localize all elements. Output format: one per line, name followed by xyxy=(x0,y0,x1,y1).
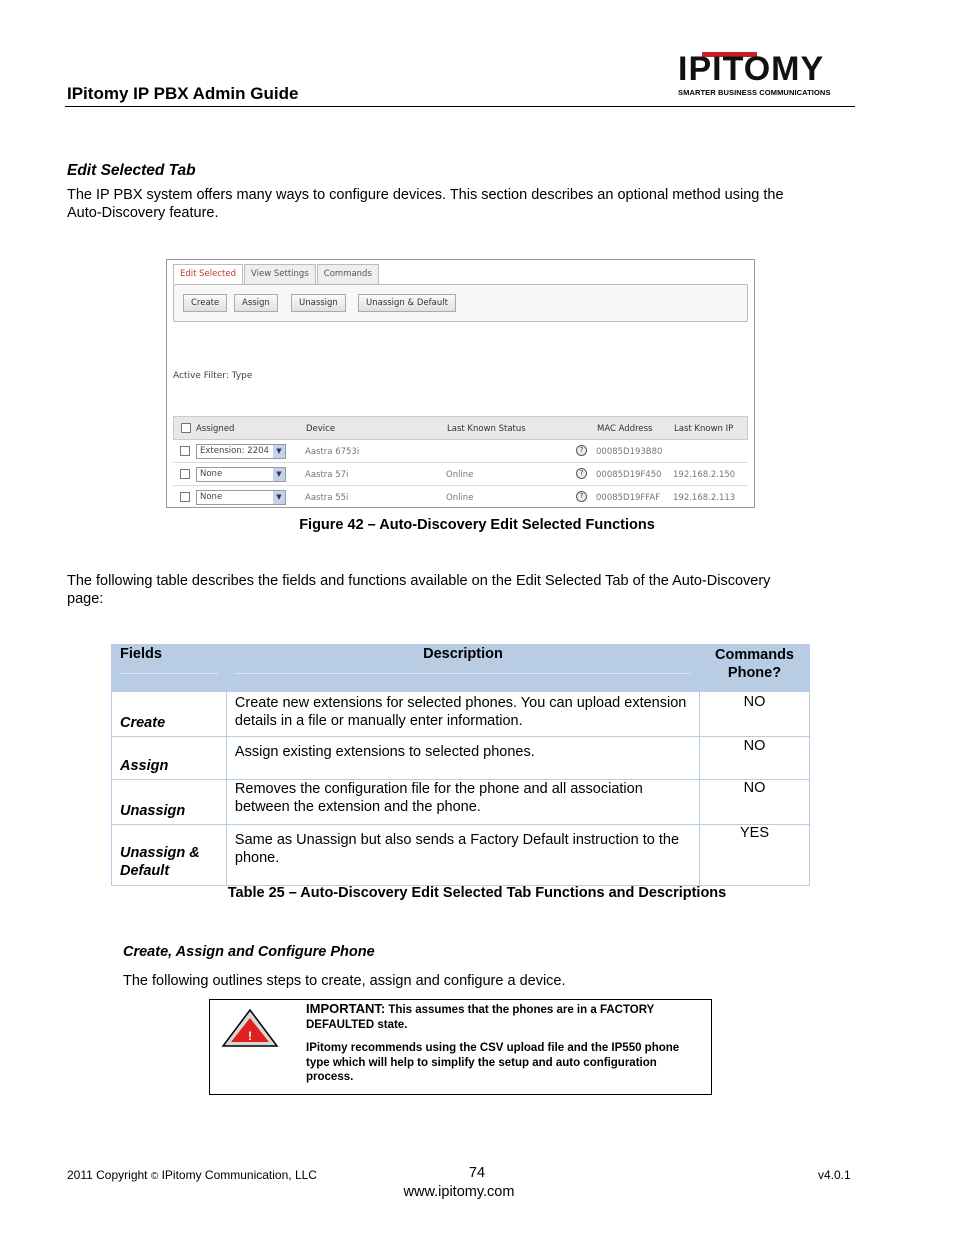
header-divider xyxy=(65,106,855,107)
ip-cell: 192.168.2.113 xyxy=(673,493,736,503)
field-name: Unassign & Default xyxy=(112,825,227,886)
logo-tagline: SMARTER BUSINESS COMMUNICATIONS xyxy=(678,88,831,97)
row-checkbox[interactable] xyxy=(180,492,190,502)
auto-discovery-screenshot xyxy=(166,259,755,508)
select-all-checkbox[interactable] xyxy=(181,423,191,433)
note-text-1: This assumes that the phones are in a FACTORY DEFAULTED state. xyxy=(306,1004,655,1031)
company-name: IPitomy Communication, LLC xyxy=(161,1168,317,1182)
table-caption: Table 25 – Auto-Discovery Edit Selected Tab Functions and Descriptions xyxy=(227,885,727,901)
device-cell: Aastra 6753i xyxy=(305,447,360,457)
footer-website: www.ipitomy.com xyxy=(403,1184,515,1200)
note-text-2: IPitomy recommends using the CSV upload file and the IP550 phone type which will help to simplify the setup and auto configuration process. xyxy=(306,1042,680,1083)
intro-paragraph xyxy=(67,186,857,222)
note-text xyxy=(306,1002,706,1085)
assign-select[interactable] xyxy=(196,467,286,482)
help-icon[interactable]: ? xyxy=(576,491,587,502)
row-checkbox[interactable] xyxy=(180,446,190,456)
section-heading: Edit Selected Tab xyxy=(67,162,196,179)
chevron-down-icon: ▼ xyxy=(273,445,285,458)
header-fields-label: Fields xyxy=(120,646,218,674)
assign-select-value: None xyxy=(200,469,223,479)
procedure-intro: The following outlines steps to create, assign and configure a device. xyxy=(123,973,566,989)
commands-phone: NO xyxy=(700,692,810,737)
table-row xyxy=(173,440,748,463)
table-intro xyxy=(67,572,857,608)
note-first-paragraph xyxy=(306,1002,706,1032)
assign-select-value: None xyxy=(200,492,223,502)
table-row xyxy=(173,463,748,486)
company-logo xyxy=(678,50,853,100)
column-status[interactable]: Last Known Status xyxy=(447,424,526,434)
mac-cell: 00085D19F450 xyxy=(596,470,662,480)
column-ip[interactable]: Last Known IP xyxy=(674,424,734,434)
status-cell: Online xyxy=(446,493,474,503)
commands-phone: NO xyxy=(700,780,810,825)
field-name: Create xyxy=(112,692,227,737)
device-grid xyxy=(173,416,748,508)
table-header-row xyxy=(112,645,810,692)
column-assigned[interactable]: Assigned xyxy=(196,424,235,434)
header-commands xyxy=(700,645,810,692)
tab-commands[interactable]: Commands xyxy=(317,264,379,284)
table-row xyxy=(112,692,810,737)
warning-glyph: ! xyxy=(248,1029,252,1043)
commands-phone: NO xyxy=(700,737,810,780)
intro-line-2: Auto-Discovery feature. xyxy=(67,205,219,221)
header-commands-line-1: Commands xyxy=(715,647,794,663)
table-row xyxy=(173,486,748,508)
tab-bar xyxy=(173,264,380,284)
table-row xyxy=(112,825,810,886)
assign-select-value: Extension: 2204 xyxy=(200,446,269,456)
help-icon[interactable]: ? xyxy=(576,445,587,456)
note-label: IMPORTANT: xyxy=(306,1001,386,1016)
ip-cell: 192.168.2.150 xyxy=(673,470,736,480)
mac-cell: 00085D19FFAF xyxy=(596,493,661,503)
document-title: IPitomy IP PBX Admin Guide xyxy=(67,84,299,103)
table-row xyxy=(112,737,810,780)
header-commands-line-2: Phone? xyxy=(727,665,782,681)
chevron-down-icon: ▼ xyxy=(273,491,285,504)
assign-button[interactable]: Assign xyxy=(234,294,278,312)
field-description: Create new extensions for selected phones. You can upload extension details in a file or manually enter information. xyxy=(226,692,699,737)
grid-header-row xyxy=(173,416,748,440)
assign-select[interactable] xyxy=(196,490,286,505)
row-checkbox[interactable] xyxy=(180,469,190,479)
field-description: Same as Unassign but also sends a Factory Default instruction to the phone. xyxy=(226,825,699,886)
header-description-label: Description xyxy=(235,646,691,674)
logo-text: IPITOMY xyxy=(678,50,825,88)
footer-version: v4.0.1 xyxy=(818,1168,851,1182)
chevron-down-icon: ▼ xyxy=(273,468,285,481)
page-number: 74 xyxy=(468,1165,486,1181)
important-note xyxy=(209,999,712,1095)
field-name: Assign xyxy=(112,737,227,780)
table-row xyxy=(112,780,810,825)
unassign-default-button[interactable]: Unassign & Default xyxy=(358,294,456,312)
figure-caption: Figure 42 – Auto-Discovery Edit Selected Functions xyxy=(299,517,655,533)
copyright-symbol: © xyxy=(150,1171,159,1182)
procedure-heading: Create, Assign and Configure Phone xyxy=(123,944,375,960)
tab-view-settings[interactable]: View Settings xyxy=(244,264,316,284)
status-cell: Online xyxy=(446,470,474,480)
copyright-prefix: 2011 Copyright xyxy=(67,1168,148,1182)
assign-select[interactable] xyxy=(196,444,286,459)
header-description xyxy=(226,645,699,692)
device-cell: Aastra 55i xyxy=(305,493,349,503)
field-description: Removes the configuration file for the phone and all association between the extension and the phone. xyxy=(226,780,699,825)
table-intro-line-1: The following table describes the fields and functions available on the Edit Selected Tab of the Auto-Discovery xyxy=(67,573,771,589)
help-icon[interactable]: ? xyxy=(576,468,587,479)
column-device[interactable]: Device xyxy=(306,424,336,434)
mac-cell: 00085D193B80 xyxy=(596,447,663,457)
field-description: Assign existing extensions to selected phones. xyxy=(226,737,699,780)
warning-icon xyxy=(221,1007,279,1049)
device-cell: Aastra 57i xyxy=(305,470,349,480)
tab-edit-selected[interactable]: Edit Selected xyxy=(173,264,243,284)
field-name: Unassign xyxy=(112,780,227,825)
intro-line-1: The IP PBX system offers many ways to configure devices. This section describes an optional method using the xyxy=(67,187,784,203)
toolbar xyxy=(173,284,748,322)
commands-phone: YES xyxy=(700,825,810,886)
unassign-button[interactable]: Unassign xyxy=(291,294,346,312)
fields-table xyxy=(111,644,810,886)
create-button[interactable]: Create xyxy=(183,294,227,312)
header-fields xyxy=(112,645,227,692)
table-intro-line-2: page: xyxy=(67,591,104,607)
column-mac[interactable]: MAC Address xyxy=(597,424,653,434)
active-filter-label: Active Filter: Type xyxy=(173,371,253,381)
